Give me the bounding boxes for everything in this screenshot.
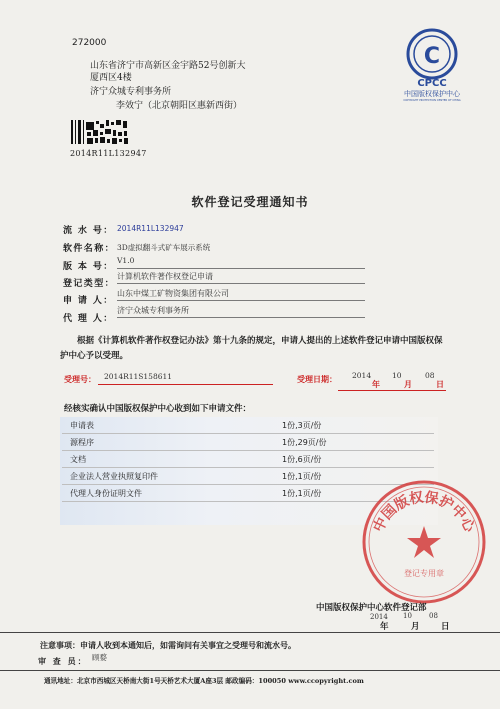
issuer-month: 10: [403, 612, 412, 620]
divider: [117, 268, 365, 269]
issuer-month-unit: 月: [411, 622, 420, 632]
document-name: 源程序: [70, 438, 94, 447]
acceptance-date-label: 受理日期：: [297, 374, 337, 384]
field-value-agent: 济宁众城专利事务所: [117, 306, 189, 315]
documents-heading: 经核实确认中国版权保护中心收到如下申请文件：: [64, 404, 252, 414]
barcode-icon: [70, 118, 130, 146]
reviewer-label: 审 查 员：: [38, 656, 88, 666]
divider: [98, 384, 273, 385]
divider: [0, 670, 500, 671]
document-title: 软件登记受理通知书: [191, 195, 309, 209]
issuer-day: 08: [429, 612, 438, 620]
divider: [0, 632, 500, 633]
acceptance-month: 10: [392, 371, 402, 380]
recipient-person: 李效宁（北京朝阳区惠新西街）: [116, 101, 243, 111]
reviewer-name: 顾婺: [92, 653, 107, 662]
acceptance-number: 2014R11S158611: [104, 372, 173, 381]
acceptance-month-unit: 月: [404, 379, 412, 389]
field-label-version: 版 本 号：: [63, 262, 114, 272]
acceptance-day-unit: 日: [436, 379, 444, 389]
address-line-1: 山东省济宁市高新区金宇路52号创新大: [90, 61, 246, 71]
seal-text: 中国版权保护中心: [370, 489, 478, 535]
divider: [62, 433, 434, 434]
document-qty: 1份,1页/份: [282, 472, 322, 481]
cpcc-logo-icon: [395, 22, 469, 102]
acceptance-year: 2014: [352, 371, 372, 380]
document-qty: 1份,6页/份: [282, 455, 322, 464]
notice-text: 注意事项：申请人收到本通知后，如需询问有关事宜之受理号和流水号。: [40, 640, 296, 650]
postcode: 272000: [72, 38, 107, 48]
field-label-type: 登记类型：: [63, 279, 116, 289]
acceptance-paragraph: 根据《计算机软件著作权登记办法》第十九条的规定，申请人提出的上述软件登记申请中国版权保护中心予以受理。: [60, 336, 443, 361]
issuer-name: 中国版权保护中心软件登记部: [316, 603, 427, 613]
official-seal-icon: [358, 476, 490, 608]
document-name: 申请表: [70, 421, 94, 430]
divider: [62, 450, 434, 451]
field-value-software-name: 3D虚拟翻斗式矿车展示系统: [117, 243, 211, 252]
field-label-applicant: 申 请 人：: [63, 296, 114, 306]
footer-address: 通讯地址：北京市西城区天桥南大街1号天桥艺术大厦A座3层 邮政编码：100050 www.ccopyright.com: [44, 677, 364, 685]
field-value-type: 计算机软件著作权登记申请: [117, 272, 213, 281]
seal-inner-text: 登记专用章: [404, 569, 444, 578]
field-value-applicant: 山东中煤工矿物资集团有限公司: [117, 289, 229, 298]
issuer-year-unit: 年: [380, 622, 389, 632]
document-qty: 1份,1页/份: [282, 489, 322, 498]
field-value-version: V1.0: [117, 256, 135, 265]
divider: [338, 390, 446, 391]
logo-tagline: COPYRIGHT PROTECTION CENTER OF CHINA: [403, 99, 461, 102]
logo-text: CPCC: [417, 78, 447, 89]
acceptance-day: 08: [425, 371, 435, 380]
recipient-org: 济宁众城专利事务所: [90, 87, 172, 97]
field-label-agent: 代 理 人：: [63, 314, 114, 324]
address-line-2: 厦西区4楼: [90, 73, 132, 83]
issuer-day-unit: 日: [441, 622, 450, 632]
divider: [62, 467, 434, 468]
barcode-number: 2014R11L132947: [70, 149, 147, 158]
document-name: 企业法人营业执照复印件: [70, 472, 158, 481]
issuer-year: 2014: [370, 613, 388, 621]
field-value-serial: 2014R11L132947: [117, 224, 184, 233]
divider: [117, 317, 365, 318]
document-name: 文档: [70, 455, 86, 464]
document-name: 代理人身份证明文件: [70, 489, 142, 498]
document-qty: 1份,29页/份: [282, 438, 327, 447]
document-qty: 1份,3页/份: [282, 421, 322, 430]
divider: [117, 300, 365, 301]
divider: [117, 283, 365, 284]
acceptance-year-unit: 年: [372, 379, 380, 389]
field-label-serial: 流 水 号：: [63, 226, 114, 236]
svg-text:C: C: [423, 44, 441, 69]
field-label-software-name: 软件名称：: [63, 244, 116, 254]
logo-name: 中国版权保护中心: [404, 90, 460, 98]
acceptance-number-label: 受理号：: [64, 374, 96, 384]
